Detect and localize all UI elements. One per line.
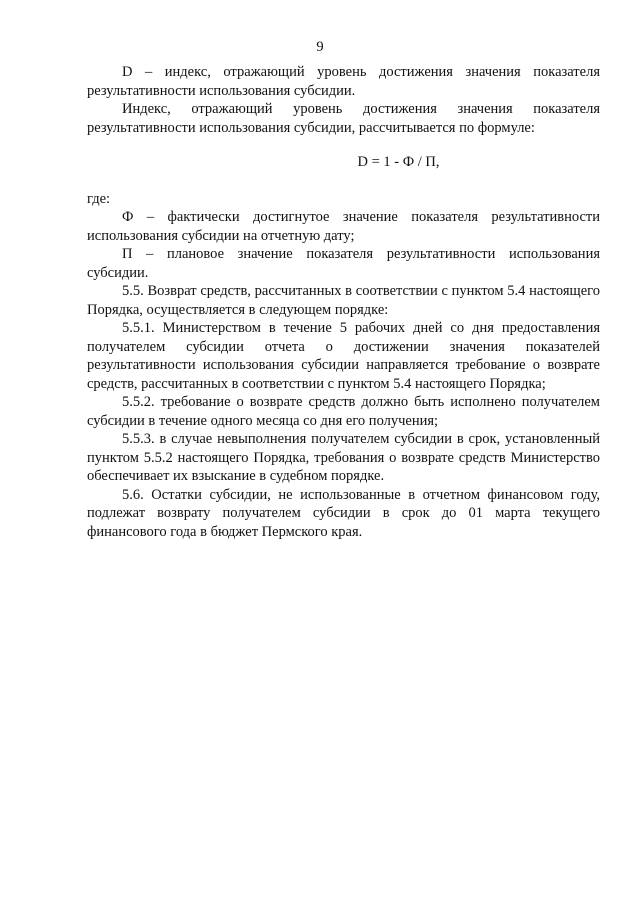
paragraph-index-formula-intro: Индекс, отражающий уровень достижения значения показателя результативности использования субсидии, рассчитывается по формуле: bbox=[87, 101, 600, 136]
formula: D = 1 - Ф / П, bbox=[357, 154, 440, 170]
paragraph-d-index-definition: D – индекс, отражающий уровень достижения значения показателя результативности использования субсидии. bbox=[87, 64, 600, 99]
paragraph-where: где: bbox=[87, 190, 111, 207]
document-body bbox=[87, 63, 600, 541]
paragraph-p-definition: П – плановое значение показателя результативности использования субсидии. bbox=[87, 246, 600, 281]
paragraph-5-5-1: 5.5.1. Министерством в течение 5 рабочих дней со дня предоставления получателем субсидии отчета о достижении значения показателей результативности использования субсидии направляется требование о возврате средств, рассчитанных в соответствии с пунктом 5.4 настоящего Порядка; bbox=[87, 320, 600, 392]
paragraph-5-5: 5.5. Возврат средств, рассчитанных в соответствии с пунктом 5.4 настоящего Порядка, осуществляется в следующем порядке: bbox=[87, 283, 600, 318]
spacer bbox=[87, 137, 600, 153]
paragraph-5-6: 5.6. Остатки субсидии, не использованные в отчетном финансовом году, подлежат возврату получателем субсидии в срок до 01 марта текущего финансового года в бюджет Пермского края. bbox=[87, 486, 600, 540]
paragraph-5-5-2: 5.5.2. требование о возврате средств должно быть исполнено получателем субсидии в течение одного месяца со дня его получения; bbox=[87, 394, 600, 429]
paragraph-5-5-3: 5.5.3. в случае невыполнения получателем субсидии в срок, установленный пунктом 5.5.2 настоящего Порядка, требования о возврате средств Министерство обеспечивает их взыскание в судебном порядке. bbox=[87, 431, 600, 484]
spacer bbox=[87, 172, 600, 190]
page-number: 9 bbox=[316, 39, 324, 55]
paragraph-f-definition: Ф – фактически достигнутое значение показателя результативности использования субсидии на отчетную дату; bbox=[87, 209, 600, 244]
